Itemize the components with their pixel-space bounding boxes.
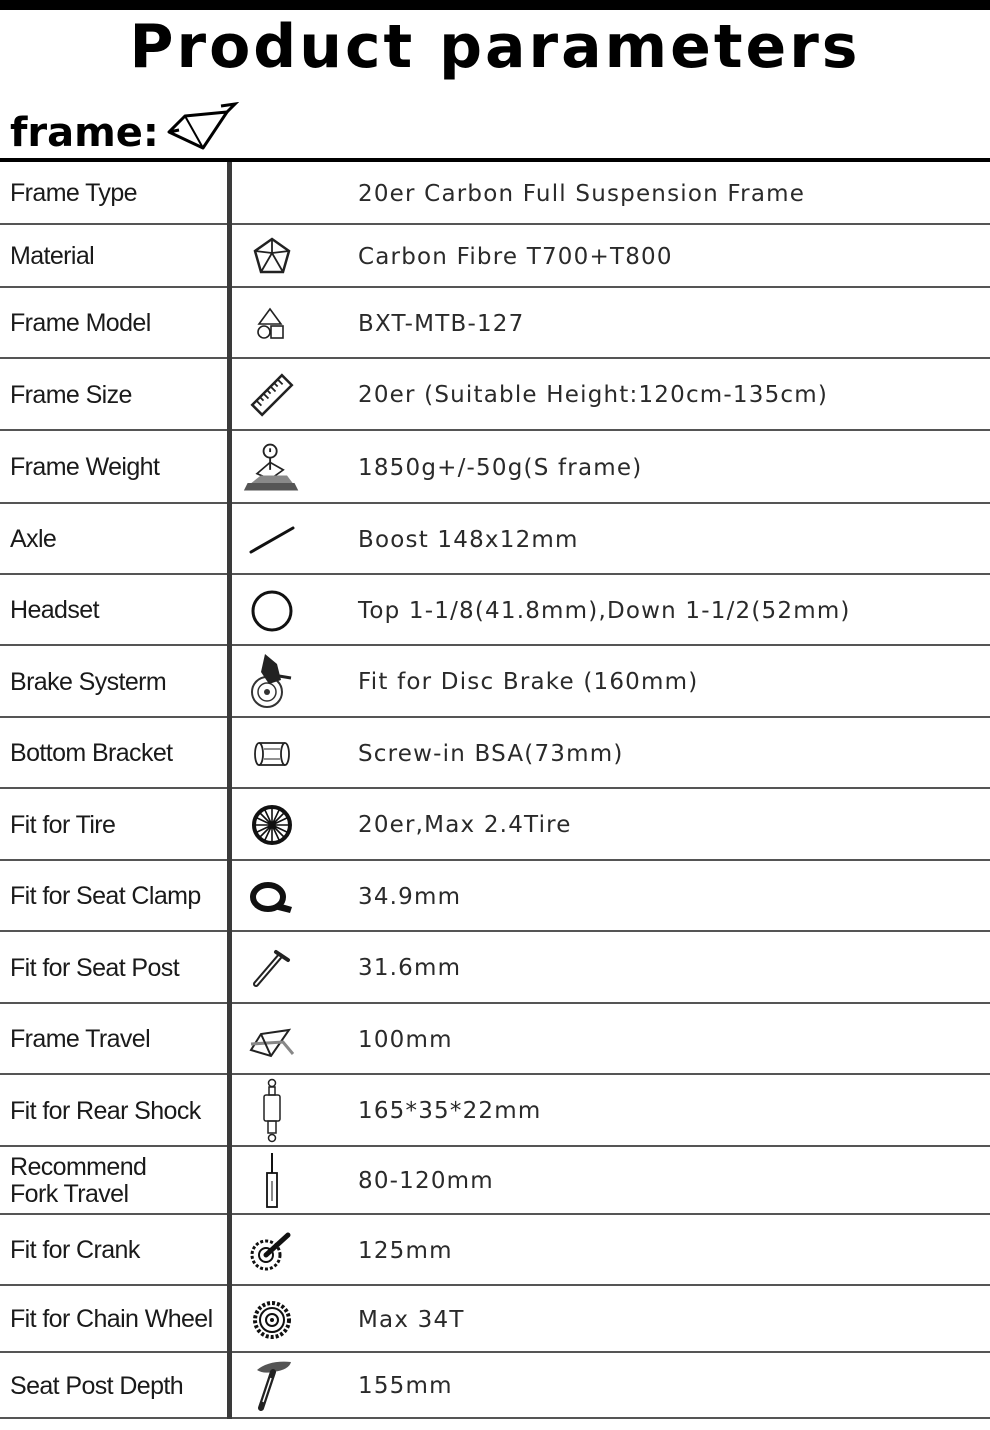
param-value: 20er Carbon Full Suspension Frame xyxy=(358,180,806,207)
table-row xyxy=(0,1353,990,1419)
column-divider xyxy=(227,162,232,1419)
fork-icon xyxy=(242,1147,302,1215)
param-value: 165*35*22mm xyxy=(358,1098,542,1124)
param-value: 34.9mm xyxy=(358,883,462,910)
param-label: Fit for Chain Wheel xyxy=(10,1305,213,1333)
page-title: Product parameters xyxy=(129,12,861,82)
table-row xyxy=(0,932,990,1004)
top-bar xyxy=(0,0,990,10)
table-row xyxy=(0,646,990,718)
param-label: Bottom Bracket xyxy=(10,739,173,767)
row-divider xyxy=(0,1417,990,1419)
param-value: Screw-in BSA(73mm) xyxy=(358,740,624,767)
param-value: 20er (Suitable Height:120cm-135cm) xyxy=(358,382,829,408)
param-value: Carbon Fibre T700+T800 xyxy=(358,243,673,270)
param-label: Brake Systerm xyxy=(10,667,167,696)
table-row xyxy=(0,861,990,932)
table-row xyxy=(0,718,990,789)
param-label: Material xyxy=(10,242,95,270)
param-label: Axle xyxy=(10,525,57,553)
seat-clamp-icon xyxy=(242,861,302,932)
bike-frame-icon xyxy=(165,102,245,156)
param-value: Boost 148x12mm xyxy=(358,526,579,553)
param-label: Fit for Tire xyxy=(10,810,116,839)
param-value: Fit for Disc Brake (160mm) xyxy=(358,669,699,695)
param-value: 31.6mm xyxy=(358,955,462,981)
param-label: Frame Type xyxy=(10,179,137,207)
param-value: Top 1-1/8(41.8mm),Down 1-1/2(52mm) xyxy=(358,597,851,624)
chainring-icon xyxy=(242,1286,302,1353)
param-label: Fit for Seat Clamp xyxy=(10,882,201,910)
param-value: 125mm xyxy=(358,1237,453,1264)
param-label: Headset xyxy=(10,596,99,624)
table-row xyxy=(0,1075,990,1147)
param-value: BXT-MTB-127 xyxy=(358,310,525,337)
table-row xyxy=(0,431,990,504)
param-label: Frame Model xyxy=(10,309,151,337)
ruler-icon xyxy=(242,359,302,431)
param-label: Frame Weight xyxy=(10,453,160,481)
frame-travel-icon xyxy=(242,1004,302,1075)
wheel-icon xyxy=(242,789,302,861)
param-label: Fit for Rear Shock xyxy=(10,1096,201,1125)
table-row xyxy=(0,162,990,225)
param-value: 1850g+/-50g(S frame) xyxy=(358,454,643,481)
table-row xyxy=(0,789,990,861)
carbon-fiber-icon xyxy=(242,225,302,288)
param-label: Fit for Crank xyxy=(10,1236,140,1264)
table-row xyxy=(0,575,990,646)
rear-shock-icon xyxy=(242,1075,302,1147)
scale-icon xyxy=(242,431,302,504)
icon-slot xyxy=(242,162,302,225)
section-label: frame: xyxy=(10,110,159,156)
bottom-bracket-icon xyxy=(242,718,302,789)
param-label: Frame Size xyxy=(10,380,132,409)
table-row xyxy=(0,225,990,288)
crank-icon xyxy=(242,1215,302,1286)
param-value: 100mm xyxy=(358,1026,453,1053)
param-value: 80-120mm xyxy=(358,1168,494,1194)
section-header xyxy=(10,108,245,158)
saddle-post-icon xyxy=(242,1353,302,1419)
table-row xyxy=(0,504,990,575)
table-row xyxy=(0,1215,990,1286)
disc-brake-icon xyxy=(242,646,302,718)
table-row xyxy=(0,359,990,431)
table-row xyxy=(0,288,990,359)
table-row xyxy=(0,1147,990,1215)
param-value: Max 34T xyxy=(358,1306,465,1333)
param-value: 155mm xyxy=(358,1373,453,1399)
shapes-icon xyxy=(242,288,302,359)
param-label: Recommend Fork Travel xyxy=(10,1153,147,1208)
param-label: Frame Travel xyxy=(10,1025,151,1053)
param-value: 20er,Max 2.4Tire xyxy=(358,812,572,838)
axle-icon xyxy=(242,504,302,575)
param-label: Seat Post Depth xyxy=(10,1371,184,1400)
headset-ring-icon xyxy=(242,575,302,646)
table-row xyxy=(0,1004,990,1075)
param-label: Fit for Seat Post xyxy=(10,953,180,982)
table-row xyxy=(0,1286,990,1353)
seat-post-icon xyxy=(242,932,302,1004)
